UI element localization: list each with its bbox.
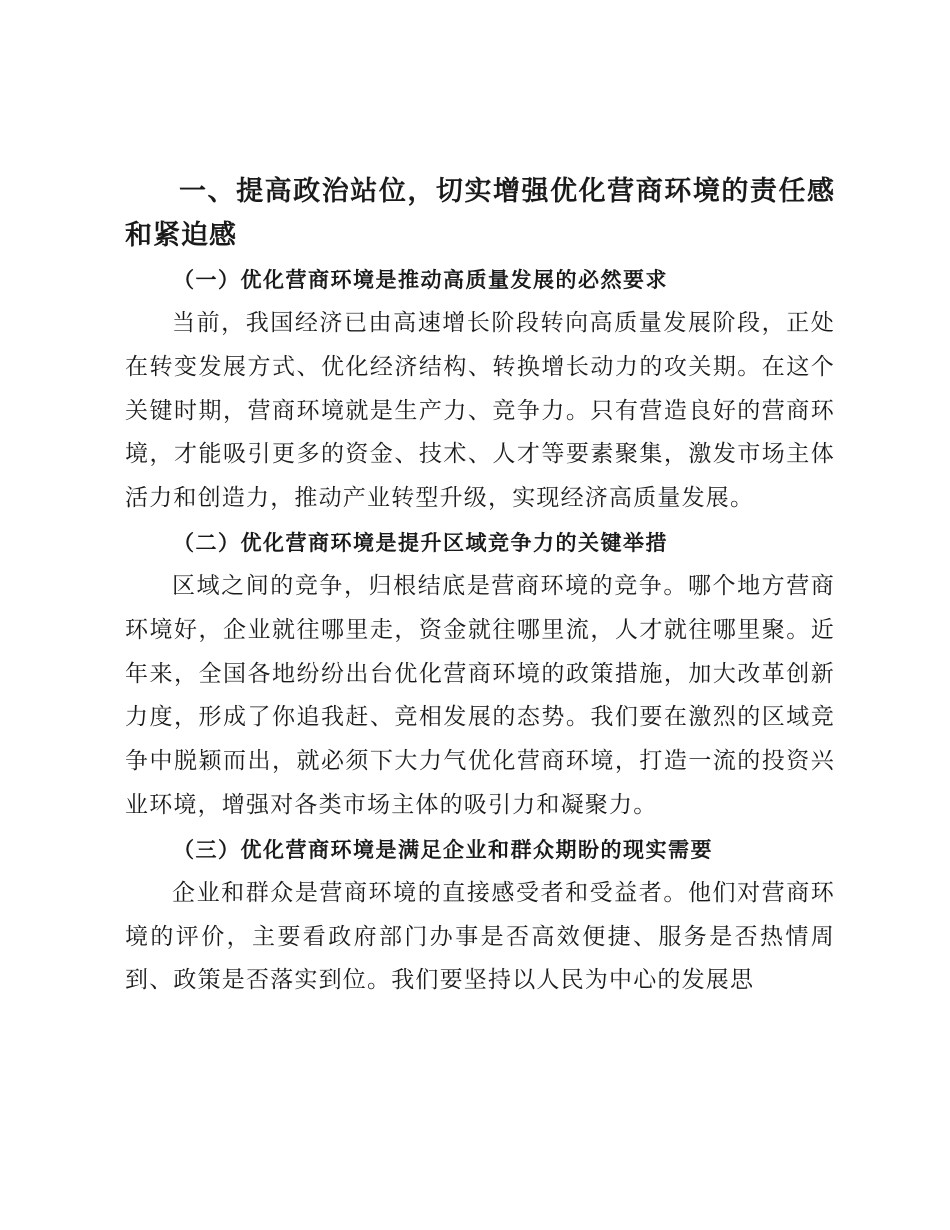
section-paragraph-2: 区域之间的竞争，归根结底是营商环境的竞争。哪个地方营商环境好，企业就往哪里走，资金就往哪里流，人才就往哪里聚。近年来，全国各地纷纷出台优化营商环境的政策措施，加大改革创新力度，形成了你追我赶、竞相发展的态势。我们要在激烈的区域竞争中脱颖而出，就必须下大力气优化营商环境，打造一流的投资兴业环境，增强对各类市场主体的吸引力和凝聚力。 <box>125 572 835 818</box>
section-heading-1: （一）优化营商环境是推动高质量发展的必然要求 <box>173 267 668 292</box>
section-heading-3: （三）优化营商环境是满足企业和群众期盼的现实需要 <box>173 836 713 862</box>
section-paragraph-3: 企业和群众是营商环境的直接感受者和受益者。他们对营商环境的评价，主要看政府部门办事是否高效便捷、服务是否热情周到、政策是否落实到位。我们要坚持以人民为中心的发展思 <box>125 879 835 994</box>
section-paragraph-1: 当前，我国经济已由高速增长阶段转向高质量发展阶段，正处在转变发展方式、优化经济结构、转换增长动力的攻关期。在这个关键时期，营商环境就是生产力、竞争力。只有营造良好的营商环境，才能吸引更多的资金、技术、人才等要素聚集，激发市场主体活力和创造力，推动产业转型升级，实现经济高质量发展。 <box>125 310 835 512</box>
section-heading-2: （二）优化营商环境是提升区域竞争力的关键举措 <box>173 529 668 555</box>
document-title: 一、提高政治站位，切实增强优化营商环境的责任感和紧迫感 <box>125 176 835 251</box>
document-body <box>125 170 835 1003</box>
